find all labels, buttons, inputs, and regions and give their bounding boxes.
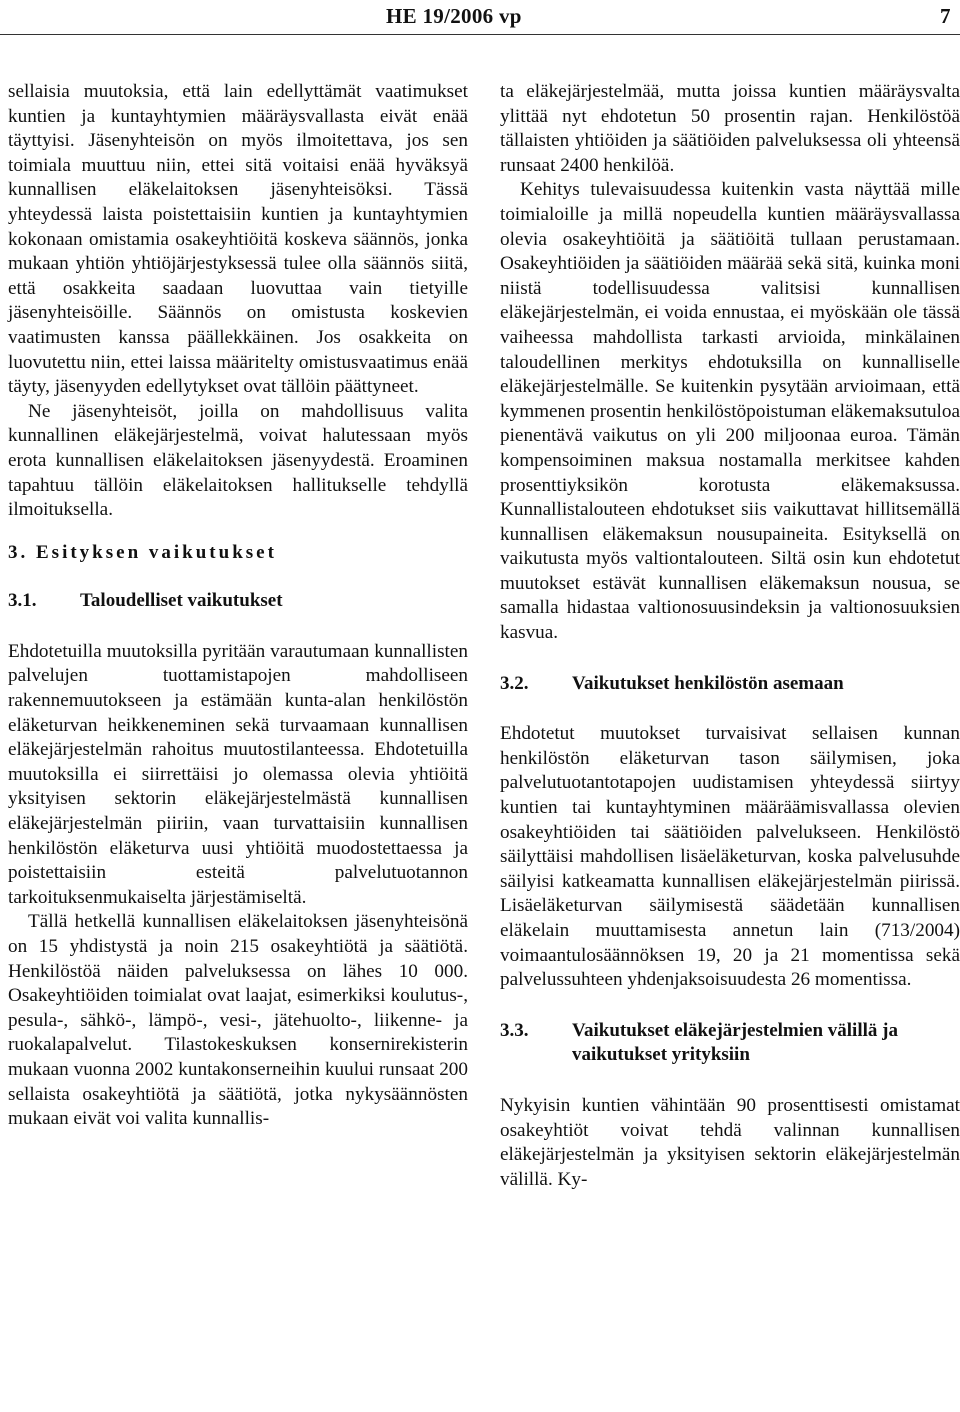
- paragraph: Ehdotetuilla muutoksilla pyritään varautumaan kunnallisten palvelujen tuottamistapojen mahdolliseen rakennemuutokseen ja estämään kunta-alan henkilöstön eläketurvan heikkeneminen sekä turvaamaan kunnallisen eläkejärjestelmän rahoitus muutostilanteessa. Ehdotetuilla muutoksilla ei siirrettäisi jo olemassa olevia yhtiöitä yksityisen sektorin eläkejärjestelmästä kunnallisen eläkejärjestelmän piiriin, vaan turvattaisiin kunnallisen henkilöstön eläketurva uusi yhtiöitä muodostettaessa ja poistettaisiin esteitä palvelutuotannon tarkoituksenmukaiselta järjestämiseltä.: [8, 640, 468, 908]
- paragraph: Tällä hetkellä kunnallisen eläkelaitoksen jäsenyhteisönä on 15 yhdistystä ja noin 215 osakeyhtiötä ja säätiötä. Henkilöstöä näiden palveluksessa on lähes 10 000. Osakeyhtiöiden toimialat ovat laajat, esimerkiksi koulutus-, pesula-, sähkö-, lämpö-, vesi-, jätehuolto-, liikenne- ja ruokalapalvelut. Tilastokeskuksen konsernirekisterin mukaan vuonna 2002 kuntakonserneihin kuului runsaat 200 sellaista osakeyhtiötä ja säätiötä, jotka nykysäännösten mukaan eivät voi valita kunnallis-: [8, 911, 468, 1130]
- header-divider: [0, 34, 960, 35]
- left-column: [8, 80, 468, 1132]
- paragraph: Ne jäsenyhteisöt, joilla on mahdollisuus valita kunnallinen eläkejärjestelmä, voivat halutessaan myös erota kunnallisen eläkelaitoksen jäsenyydestä. Eroaminen tapahtuu tällöin eläkelaitoksen hallitukselle tehdyllä ilmoituksella.: [8, 400, 468, 521]
- subsection-number: 3.3.: [500, 1019, 529, 1041]
- paragraph: Kehitys tulevaisuudessa kuitenkin vasta näyttää mille toimialoille ja millä nopeudella kuntien määräysvallassa olevia osakeyhtiöitä ja säätiöitä tullaan perustamaan. Osakeyhtiöiden ja säätiöiden määrää sekä sitä, kuinka moni niistä todellisuudessa valitsisi kunnallisen eläkejärjestelmän, ei voida ennustaa, ei myöskään ole tässä vaiheessa mahdollista tarkasti arvioida, minkälainen taloudellinen merkitys ehdotuksilla on kunnalliselle eläkejärjestelmälle. Se kuitenkin pysytään arvioimaan, että kymmenen prosentin henkilöstöpoistuman eläkemaksutuloa pienentävä vaikutus on yli 200 miljoonaa euroa. Tämän kompensoiminen maksua nostamalla merkitsee kahden prosenttiyksikön korotusta eläkemaksussa. Kunnallistalouteen ehdotukset siis vaikuttavat hillitsemällä kunnallisen eläkemaksun nousupaineita. Esityksellä on vaikutusta myös valtiontalouteen. Siltä osin kun ehdotetut muutokset estävät kunnallisen eläkemaksun nousua, se samalla hidastaa valtionosuusindeksin ja valtionosuuksien kasvua.: [500, 179, 960, 644]
- subsection-heading: [8, 589, 468, 614]
- paragraph: Ehdotetut muutokset turvaisivat sellaisen kunnan henkilöstön eläketurvan tason säilymisen, joka palvelutuotantotapojen uudistamisen yhteydessä siirtyy kuntien tai kuntayhtyminen määräämisvallassa olevien osakeyhtiöiden tai säätiöiden palvelukseen. Henkilöstö säilyttäisi mahdollisen lisäeläketurvan, koska palvelusuhde säilyisi katkeamatta kunnallisen eläkejärjestelmän piirissä. Lisäeläketurvan säilymisestä säädetään kunnallisen eläkelain muuttamisesta annetun lain (713/2004) voimaantulosäännöksen 19, 20 ja 21 momentissa sekä palvelussuhteen yhdenjaksoisuudesta 26 momentissa.: [500, 723, 960, 991]
- page-header: [0, 0, 960, 36]
- section-title: Esityksen vaikutukset: [36, 541, 277, 563]
- paragraph: sellaisia muutoksia, että lain edellyttämät vaatimukset kuntien ja kuntayhtymien määräysvallasta eivät enää täyttyisi. Jäsenyhteisön on myös ilmoitettava, jos sen toimiala muuttuu niin, ettei sitä voitaisi enää hyväksyä kunnallisen eläkelaitoksen jäsenyhteisöksi. Tässä yhteydessä laista poistettaisiin kuntien ja kuntayhtymien kokonaan omistamia osakeyhtiöitä koskeva säännös, jonka mukaan yhtiön yhtiöjärjestyksessä tulee olla säännös siitä, että osakkeita saadaan luovuttaa vain tietyille jäsenyhteisöille. Säännös on omistusta koskevien vaatimusten kanssa päällekkäinen. Jos osakkeita on luovutettu niin, ettei laissa määritelty omistusvaatimus enää täyty, jäsenyyden edellytykset ovat tällöin päättyneet.: [8, 81, 468, 398]
- section-number: 3.: [8, 541, 29, 563]
- page-number: 7: [940, 4, 951, 28]
- subsection-number: 3.2.: [500, 672, 529, 694]
- subsection-title: Vaikutukset henkilöstön asemaan: [572, 672, 844, 694]
- section-heading: [8, 541, 468, 566]
- subsection-title: Taloudelliset vaikutukset: [80, 590, 283, 612]
- subsection-heading: [500, 1019, 960, 1068]
- subsection-number: 3.1.: [8, 590, 37, 612]
- right-column: [500, 80, 960, 1192]
- paragraph: ta eläkejärjestelmää, mutta joissa kuntien määräysvalta ylittää nyt ehdotetun 50 prosentin rajan. Henkilöstöä tällaisten yhtiöiden ja säätiöiden palveluksessa oli yhteensä runsaat 2400 henkilöä.: [500, 81, 960, 176]
- subsection-title: Vaikutukset eläkejärjestelmien välillä ja vaikutukset yrityksiin: [572, 1019, 898, 1066]
- document-id: HE 19/2006 vp: [386, 4, 522, 28]
- subsection-heading: [500, 672, 960, 697]
- paragraph: Nykyisin kuntien vähintään 90 prosenttisesti omistamat osakeyhtiöt voivat tehdä valinnan kunnallisen eläkejärjestelmän ja yksityisen sektorin eläkejärjestelmän välillä. Ky-: [500, 1094, 960, 1190]
